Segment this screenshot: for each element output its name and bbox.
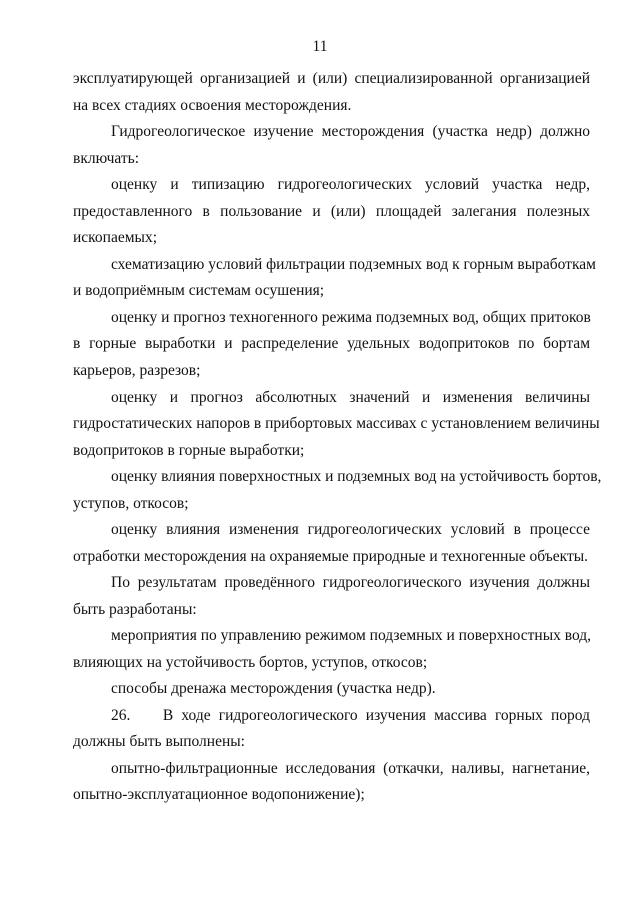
page-number: 11 <box>312 38 328 55</box>
clause-26-first-line: 26. В ходе гидрогеологического изучения массива горных пород <box>111 707 590 724</box>
list-item-first-line: оценку и прогноз абсолютных значений и изменения величины <box>111 389 590 406</box>
text-line: отработки месторождения на охраняемые природные и техногенные объекты. <box>73 548 589 565</box>
text-line: эксплуатирующей организацией и (или) специализированной организацией <box>73 70 590 87</box>
text-line: гидростатических напоров в прибортовых массивах с установлением величины <box>73 415 600 432</box>
text-line: опытно-эксплуатационное водопонижение); <box>73 786 365 803</box>
text-line: уступов, откосов; <box>73 495 189 512</box>
text-line: на всех стадиях освоения месторождения. <box>73 97 352 114</box>
list-item-first-line: опытно-фильтрационные исследования (откачки, наливы, нагнетание, <box>111 760 590 777</box>
list-item-first-line: оценку влияния изменения гидрогеологических условий в процессе <box>111 521 590 538</box>
list-item-first-line: схематизацию условий фильтрации подземных вод к горным выработкам <box>111 256 596 273</box>
list-item-first-line: мероприятия по управлению режимом подземных и поверхностных вод, <box>111 627 592 644</box>
paragraph-first-line: Гидрогеологическое изучение месторождения (участка недр) должно <box>111 123 590 140</box>
text-line: карьеров, разрезов; <box>73 362 201 379</box>
list-item-first-line: оценку и типизацию гидрогеологических условий участка недр, <box>111 176 590 193</box>
text-line: предоставленного в пользование и (или) площадей залегания полезных <box>73 203 590 220</box>
text-line: и водоприёмным системам осушения; <box>73 282 325 299</box>
text-line: включать: <box>73 150 139 167</box>
paragraph-first-line: По результатам проведённого гидрогеологического изучения должны <box>111 574 590 591</box>
text-line: ископаемых; <box>73 229 158 246</box>
text-line: влияющих на устойчивость бортов, уступов, откосов; <box>73 654 428 671</box>
text-line: должны быть выполнены: <box>73 733 245 750</box>
text-line: быть разработаны: <box>73 601 197 618</box>
text-line: водопритоков в горные выработки; <box>73 442 305 459</box>
list-item-first-line: оценку и прогноз техногенного режима подземных вод, общих притоков <box>111 309 591 326</box>
list-item-first-line: способы дренажа месторождения (участка недр). <box>111 680 436 697</box>
text-line: в горные выработки и распределение удельных водопритоков по бортам <box>73 335 590 352</box>
list-item-first-line: оценку влияния поверхностных и подземных вод на устойчивость бортов, <box>111 468 602 485</box>
